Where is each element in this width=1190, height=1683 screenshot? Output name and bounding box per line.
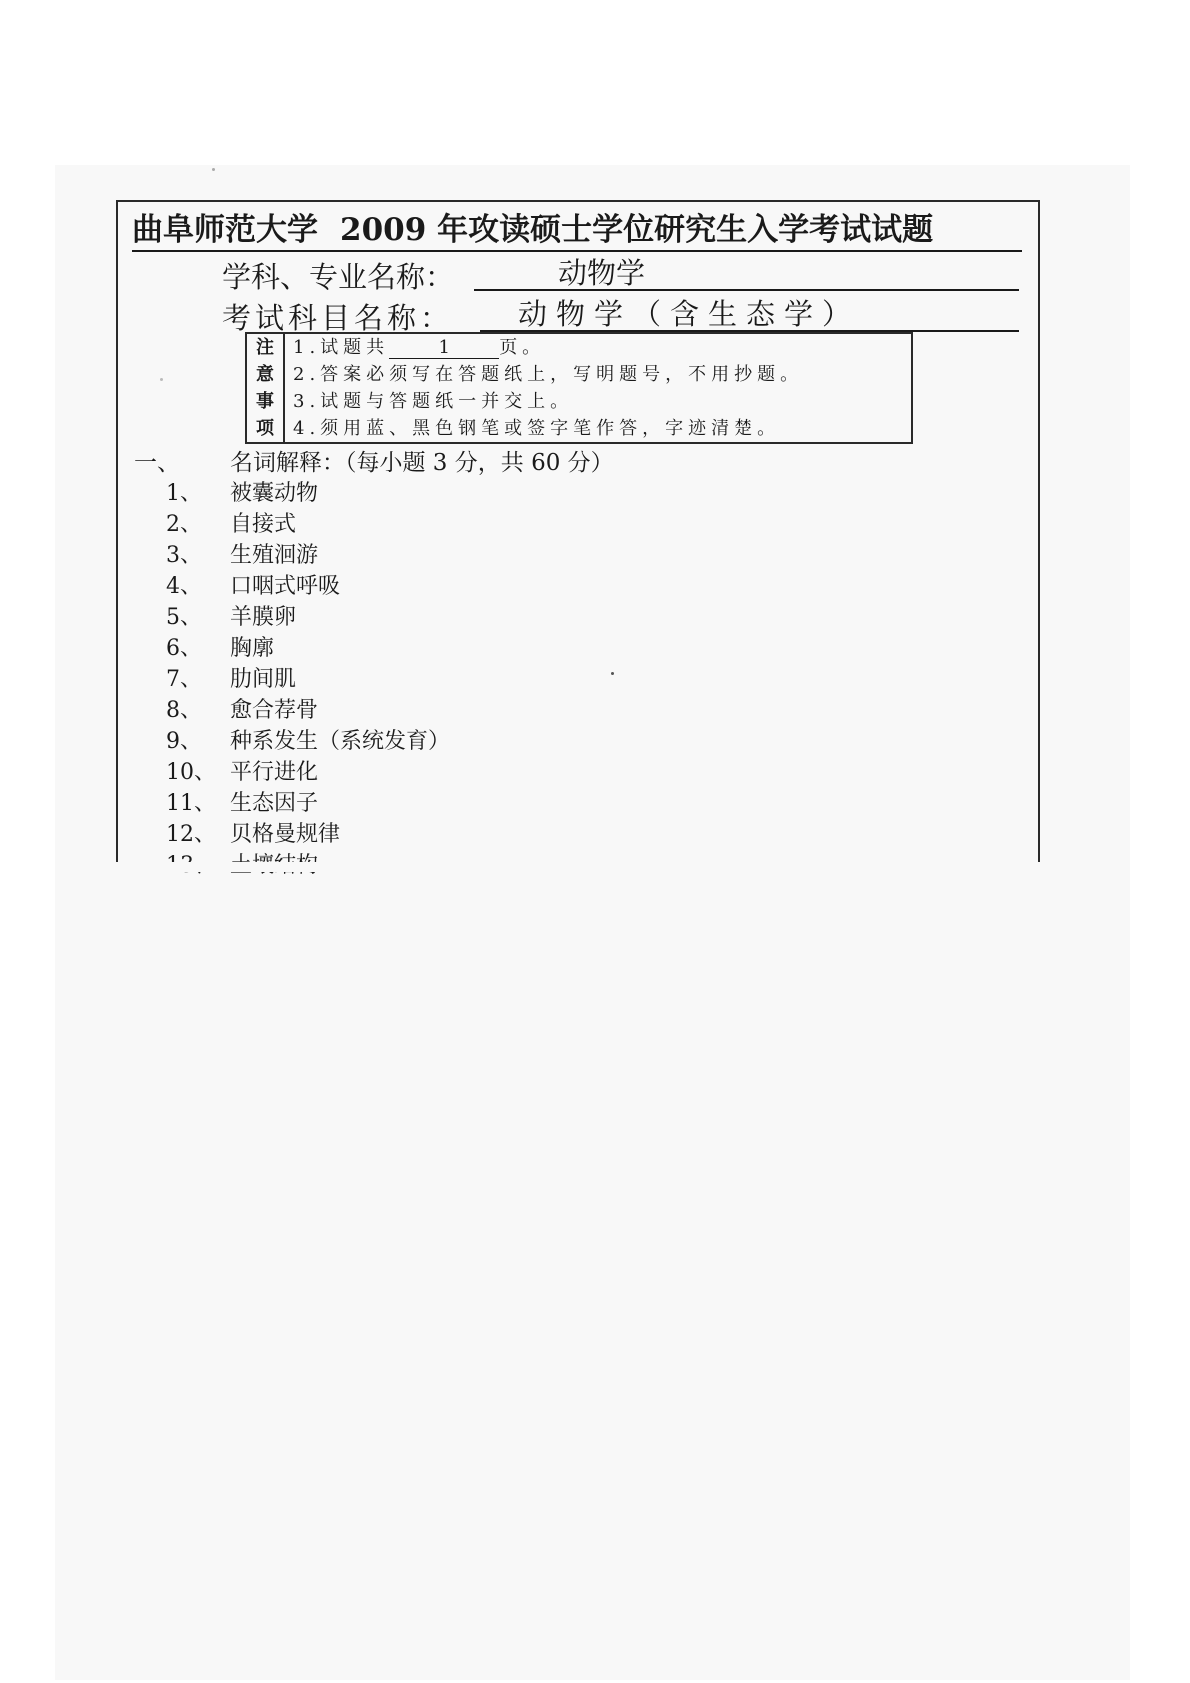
section-title: 名词解释：（每小题 3 分，共 60 分） bbox=[230, 450, 614, 476]
notice-side-char: 事 bbox=[256, 391, 274, 412]
subject-field bbox=[222, 296, 861, 337]
major-field bbox=[222, 255, 646, 296]
notice-rules bbox=[293, 334, 903, 442]
major-label: 学科、专业名称： bbox=[222, 260, 455, 294]
item-term: 肋间肌 bbox=[230, 667, 297, 692]
university-name: 曲阜师范大学 bbox=[132, 212, 318, 248]
rule1-prefix: 1.试题共 bbox=[293, 337, 390, 358]
item-number: 4、 bbox=[166, 574, 202, 599]
item-number: 2、 bbox=[166, 512, 202, 537]
list-item bbox=[166, 633, 450, 664]
list-item bbox=[166, 664, 450, 695]
list-item bbox=[166, 788, 450, 819]
section-number: 一、 bbox=[134, 450, 180, 476]
scan-speck bbox=[611, 672, 614, 675]
item-number: 10、 bbox=[166, 760, 216, 785]
major-value: 动物学 bbox=[474, 255, 1019, 291]
item-number: 5、 bbox=[166, 605, 202, 630]
item-number: 3、 bbox=[166, 543, 202, 568]
list-item bbox=[166, 757, 450, 788]
list-item bbox=[166, 602, 450, 633]
exam-year: 2009 bbox=[340, 212, 427, 248]
item-term: 自接式 bbox=[230, 512, 297, 537]
notice-side-char: 项 bbox=[256, 418, 274, 439]
list-item bbox=[166, 726, 450, 757]
rule1-suffix: 页。 bbox=[499, 337, 546, 358]
exam-title-text: 年攻读硕士学位研究生入学考试试题 bbox=[437, 212, 934, 248]
scan-speck bbox=[160, 378, 163, 381]
item-number: 12、 bbox=[166, 822, 216, 847]
item-term: 生态因子 bbox=[230, 791, 319, 816]
subject-value: 动物学（含生态学） bbox=[480, 296, 1019, 332]
item-term: 口咽式呼吸 bbox=[230, 574, 341, 599]
item-term: 贝格曼规律 bbox=[230, 822, 341, 847]
notice-rule-3: 3.试题与答题纸一并交上。 bbox=[293, 391, 574, 412]
exam-title bbox=[132, 210, 1022, 252]
list-item bbox=[166, 571, 450, 602]
item-number: 11、 bbox=[166, 791, 216, 816]
list-item bbox=[166, 478, 450, 509]
notice-side-char: 意 bbox=[256, 364, 274, 385]
page-count: 1 bbox=[389, 338, 499, 359]
item-number: 6、 bbox=[166, 636, 202, 661]
scan-speck bbox=[212, 168, 215, 171]
list-item bbox=[166, 509, 450, 540]
item-number: 1、 bbox=[166, 481, 202, 506]
term-list bbox=[166, 478, 450, 881]
item-term: 愈合荐骨 bbox=[230, 698, 319, 723]
item-term: 被囊动物 bbox=[230, 481, 319, 506]
notice-side-label bbox=[247, 334, 285, 442]
item-term: 胸廓 bbox=[230, 636, 275, 661]
notice-side-char: 注 bbox=[256, 337, 274, 358]
item-term: 羊膜卵 bbox=[230, 605, 297, 630]
item-term: 种系发生（系统发育） bbox=[230, 729, 451, 754]
item-term: 平行进化 bbox=[230, 760, 319, 785]
notice-rule-4: 4.须用蓝、黑色钢笔或签字笔作答，字迹清楚。 bbox=[293, 418, 781, 439]
section-heading bbox=[134, 444, 614, 477]
list-item bbox=[166, 695, 450, 726]
item-number: 9、 bbox=[166, 729, 202, 754]
list-item bbox=[166, 540, 450, 571]
item-term: 生殖洄游 bbox=[230, 543, 319, 568]
notice-rule-2: 2.答案必须写在答题纸上，写明题号，不用抄题。 bbox=[293, 364, 804, 385]
scan-cutoff bbox=[116, 862, 1041, 872]
item-number: 8、 bbox=[166, 698, 202, 723]
notice-box bbox=[245, 332, 913, 444]
list-item bbox=[166, 819, 450, 850]
item-number: 7、 bbox=[166, 667, 202, 692]
subject-label: 考试科目名称： bbox=[222, 301, 454, 335]
notice-rule-1 bbox=[293, 334, 903, 361]
